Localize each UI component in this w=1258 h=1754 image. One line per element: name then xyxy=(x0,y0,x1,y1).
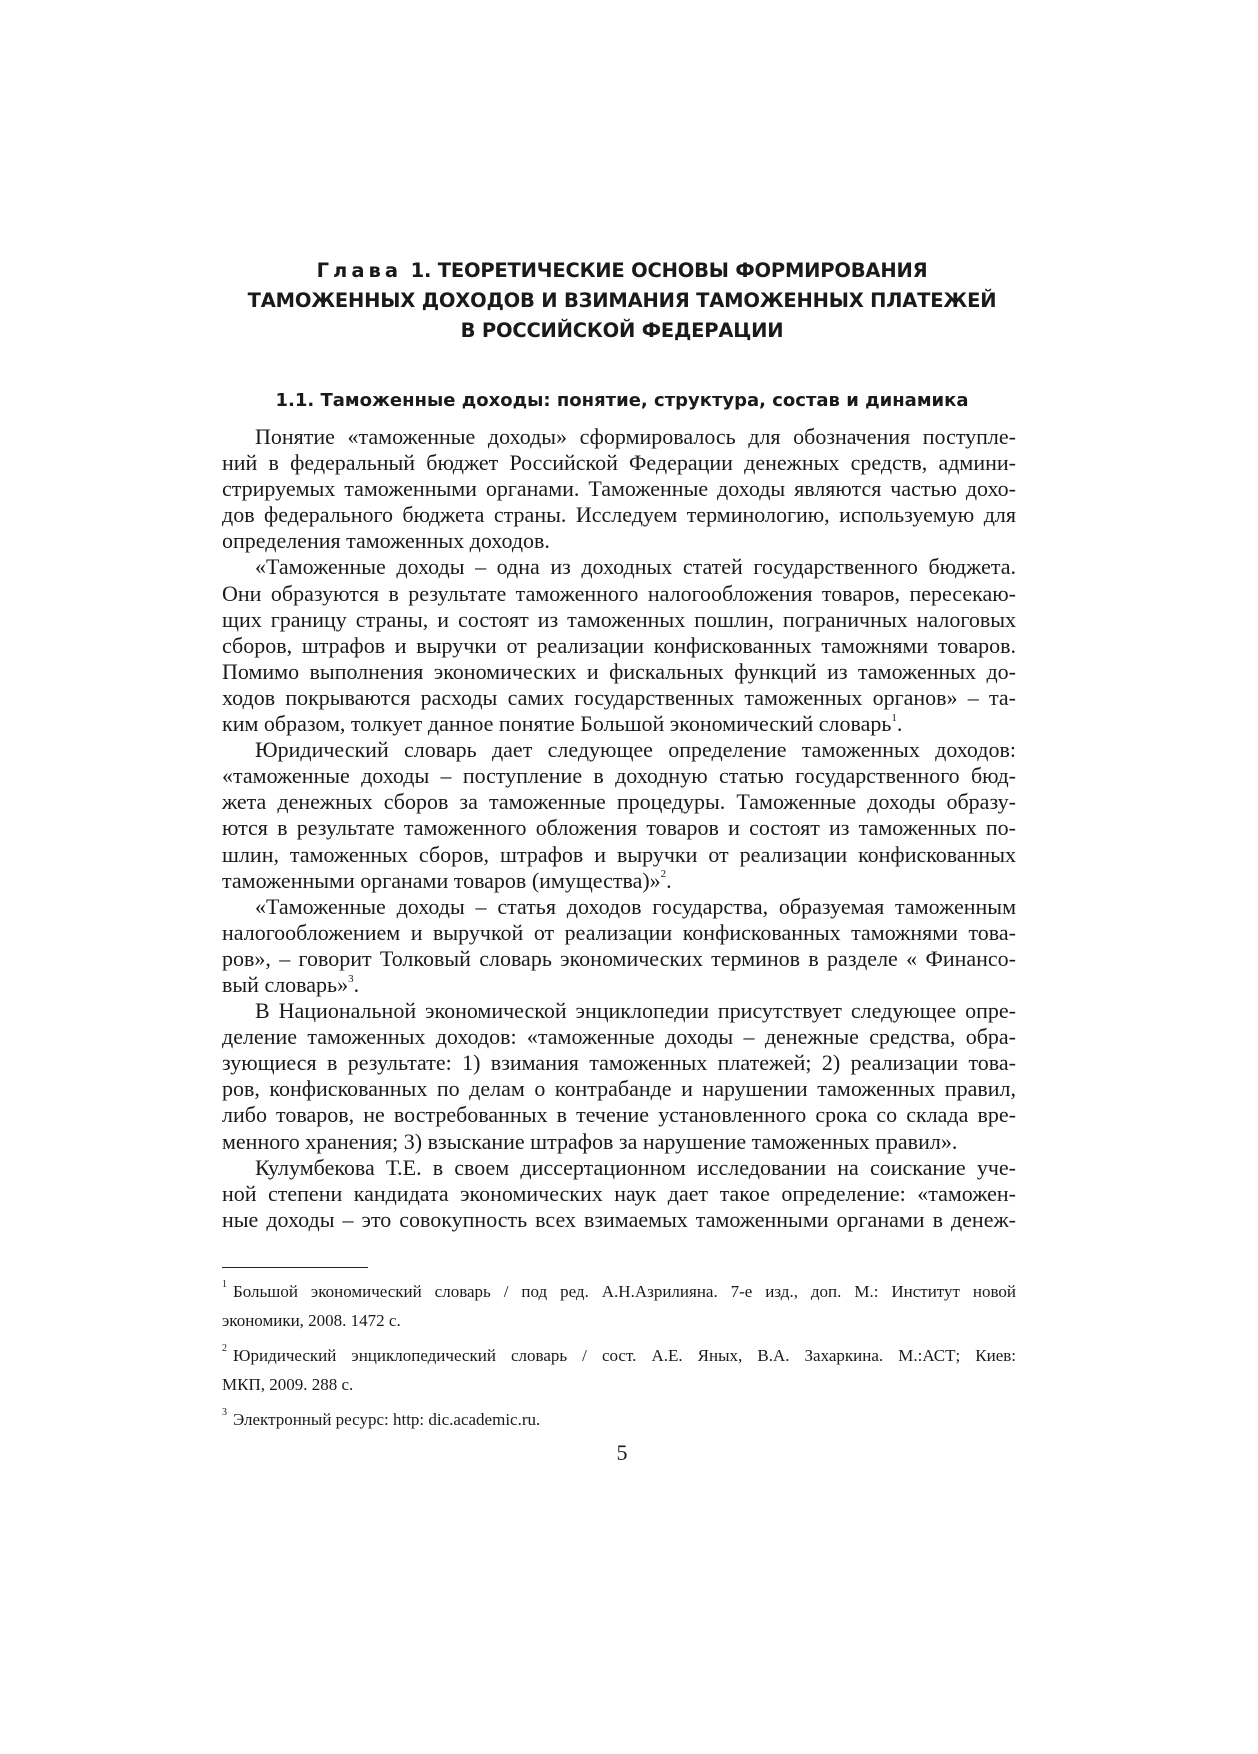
text-line: определения таможенных доходов. xyxy=(222,528,550,554)
paragraph-5 xyxy=(222,998,1016,1155)
footnote-number: 1 xyxy=(222,1279,227,1291)
text-line: жета денежных сборов за таможенные процедуры. Таможенные доходы образу- xyxy=(222,789,1016,815)
chapter-label: Глава xyxy=(316,259,402,282)
text-line: «Таможенные доходы – статья доходов государства, образуемая таможенным xyxy=(255,893,1016,919)
paragraph-6 xyxy=(222,1155,1016,1233)
text-line: Помимо выполнения экономических и фискальных функций из таможенных до- xyxy=(222,658,1016,684)
paragraph-2 xyxy=(222,554,1016,737)
text-line: менного хранения; 3) взыскание штрафов за нарушение таможенных правил». xyxy=(222,1128,958,1154)
text-line: дов федерального бюджета страны. Исследуем терминологию, используемую для xyxy=(222,502,1016,528)
text-line: Понятие «таможенные доходы» сформировалось для обозначения поступле- xyxy=(255,424,1016,449)
chapter-title-line-3: В РОССИЙСКОЙ ФЕДЕРАЦИИ xyxy=(460,319,784,342)
text-line: Кулумбекова Т.Е. в своем диссертационном исследовании на соискание уче- xyxy=(255,1154,1016,1180)
text-line: «таможенные доходы – поступление в доходную статью государственного бюд- xyxy=(222,763,1016,789)
text-line: ров», – говорит Толковый словарь экономических терминов в разделе « Финансо- xyxy=(222,945,1016,971)
footnote-1 xyxy=(222,1278,1016,1335)
text-line: шлин, таможенных сборов, штрафов и выручки от реализации конфискованных xyxy=(222,841,1016,867)
footnote-ref-2[interactable]: 2 xyxy=(660,868,667,881)
text-line: ются в результате таможенного обложения товаров и состоят из таможенных по- xyxy=(222,815,1016,841)
text-line: ким образом, толкует данное понятие Большой экономический словарь$^1$. xyxy=(222,711,903,737)
text-line: ходов покрываются расходы самих государственных таможенных органов» – та- xyxy=(222,684,1016,710)
text-line: стрируемых таможенными органами. Таможенные доходы являются частью дохо- xyxy=(222,476,1016,502)
footnote-line: МКП, 2009. 288 с. xyxy=(222,1374,354,1394)
body-text xyxy=(222,424,1016,1233)
footnote-2 xyxy=(222,1342,1016,1399)
paragraph-4 xyxy=(222,894,1016,998)
footnote-divider xyxy=(222,1267,368,1268)
chapter-title-line-1: Глава 1. ТЕОРЕТИЧЕСКИЕ ОСНОВЫ ФОРМИРОВАНИЯ xyxy=(316,259,928,282)
text-line: «Таможенные доходы – одна из доходных статей государственного бюджета. xyxy=(255,554,1016,580)
paragraph-1 xyxy=(222,424,1016,554)
text-line: либо товаров, не востребованных в течение установленного срока со склада вре- xyxy=(222,1102,1016,1128)
footnote-ref-1[interactable]: 1 xyxy=(891,711,897,724)
text-line: ной степени кандидата экономических наук дает такое определение: «таможен- xyxy=(222,1180,1016,1206)
text-line: ний в федеральный бюджет Российской Федерации денежных средств, админи- xyxy=(222,450,1016,476)
paragraph-3 xyxy=(222,737,1016,894)
text-line: ров, конфискованных по делам о контрабанде и нарушении таможенных правил, xyxy=(222,1076,1016,1102)
footnotes xyxy=(222,1278,1016,1442)
chapter-title-line-2: ТАМОЖЕННЫХ ДОХОДОВ И ВЗИМАНИЯ ТАМОЖЕННЫХ ПЛАТЕЖЕЙ xyxy=(247,289,997,312)
footnote-line: $^1$ Большой экономический словарь / под ред. А.Н.Азрилияна. 7-е изд., доп. М.: Институт новой xyxy=(222,1279,1016,1301)
footnote-number: 3 xyxy=(222,1407,227,1419)
text-line: сборов, штрафов и выручки от реализации конфискованных таможнями товаров. xyxy=(222,632,1016,658)
text-line: Они образуются в результате таможенного налогообложения товаров, пересекаю- xyxy=(222,580,1016,606)
section-title: 1.1. Таможенные доходы: понятие, структура, состав и динамика xyxy=(275,390,969,411)
text-line: налогообложением и выручкой от реализации конфискованных таможнями това- xyxy=(222,919,1016,945)
text-line: деление таможенных доходов: «таможенные доходы – денежные средства, обра- xyxy=(222,1024,1016,1050)
text-line: вый словарь»$^3$. xyxy=(222,971,360,997)
text-line: таможенными органами товаров (имущества)»$^2$. xyxy=(222,867,672,893)
text-line: В Национальной экономической энциклопедии присутствует следующее опре- xyxy=(255,998,1016,1024)
page-number: 5 xyxy=(616,1440,628,1465)
footnote-line: $^3$ Электронный ресурс: http: dic.academic.ru. xyxy=(222,1407,541,1429)
footnote-3 xyxy=(222,1406,1016,1435)
footnote-line: экономики, 2008. 1472 с. xyxy=(222,1310,401,1330)
chapter-title xyxy=(222,256,1022,346)
text-line: щих границу страны, и состоят из таможенных пошлин, пограничных налоговых xyxy=(222,606,1016,632)
text-line: ные доходы – это совокупность всех взимаемых таможенными органами в денеж- xyxy=(222,1206,1016,1232)
footnote-line: $^2$ Юридический энциклопедический словарь / сост. А.Е. Яных, В.А. Захаркина. М.:АСТ; Киев: xyxy=(222,1343,1016,1365)
text-line: зующиеся в результате: 1) взимания таможенных платежей; 2) реализации това- xyxy=(222,1050,1016,1076)
text-line: Юридический словарь дает следующее определение таможенных доходов: xyxy=(255,737,1016,763)
footnote-ref-3[interactable]: 3 xyxy=(348,972,354,985)
footnote-number: 2 xyxy=(222,1343,227,1355)
